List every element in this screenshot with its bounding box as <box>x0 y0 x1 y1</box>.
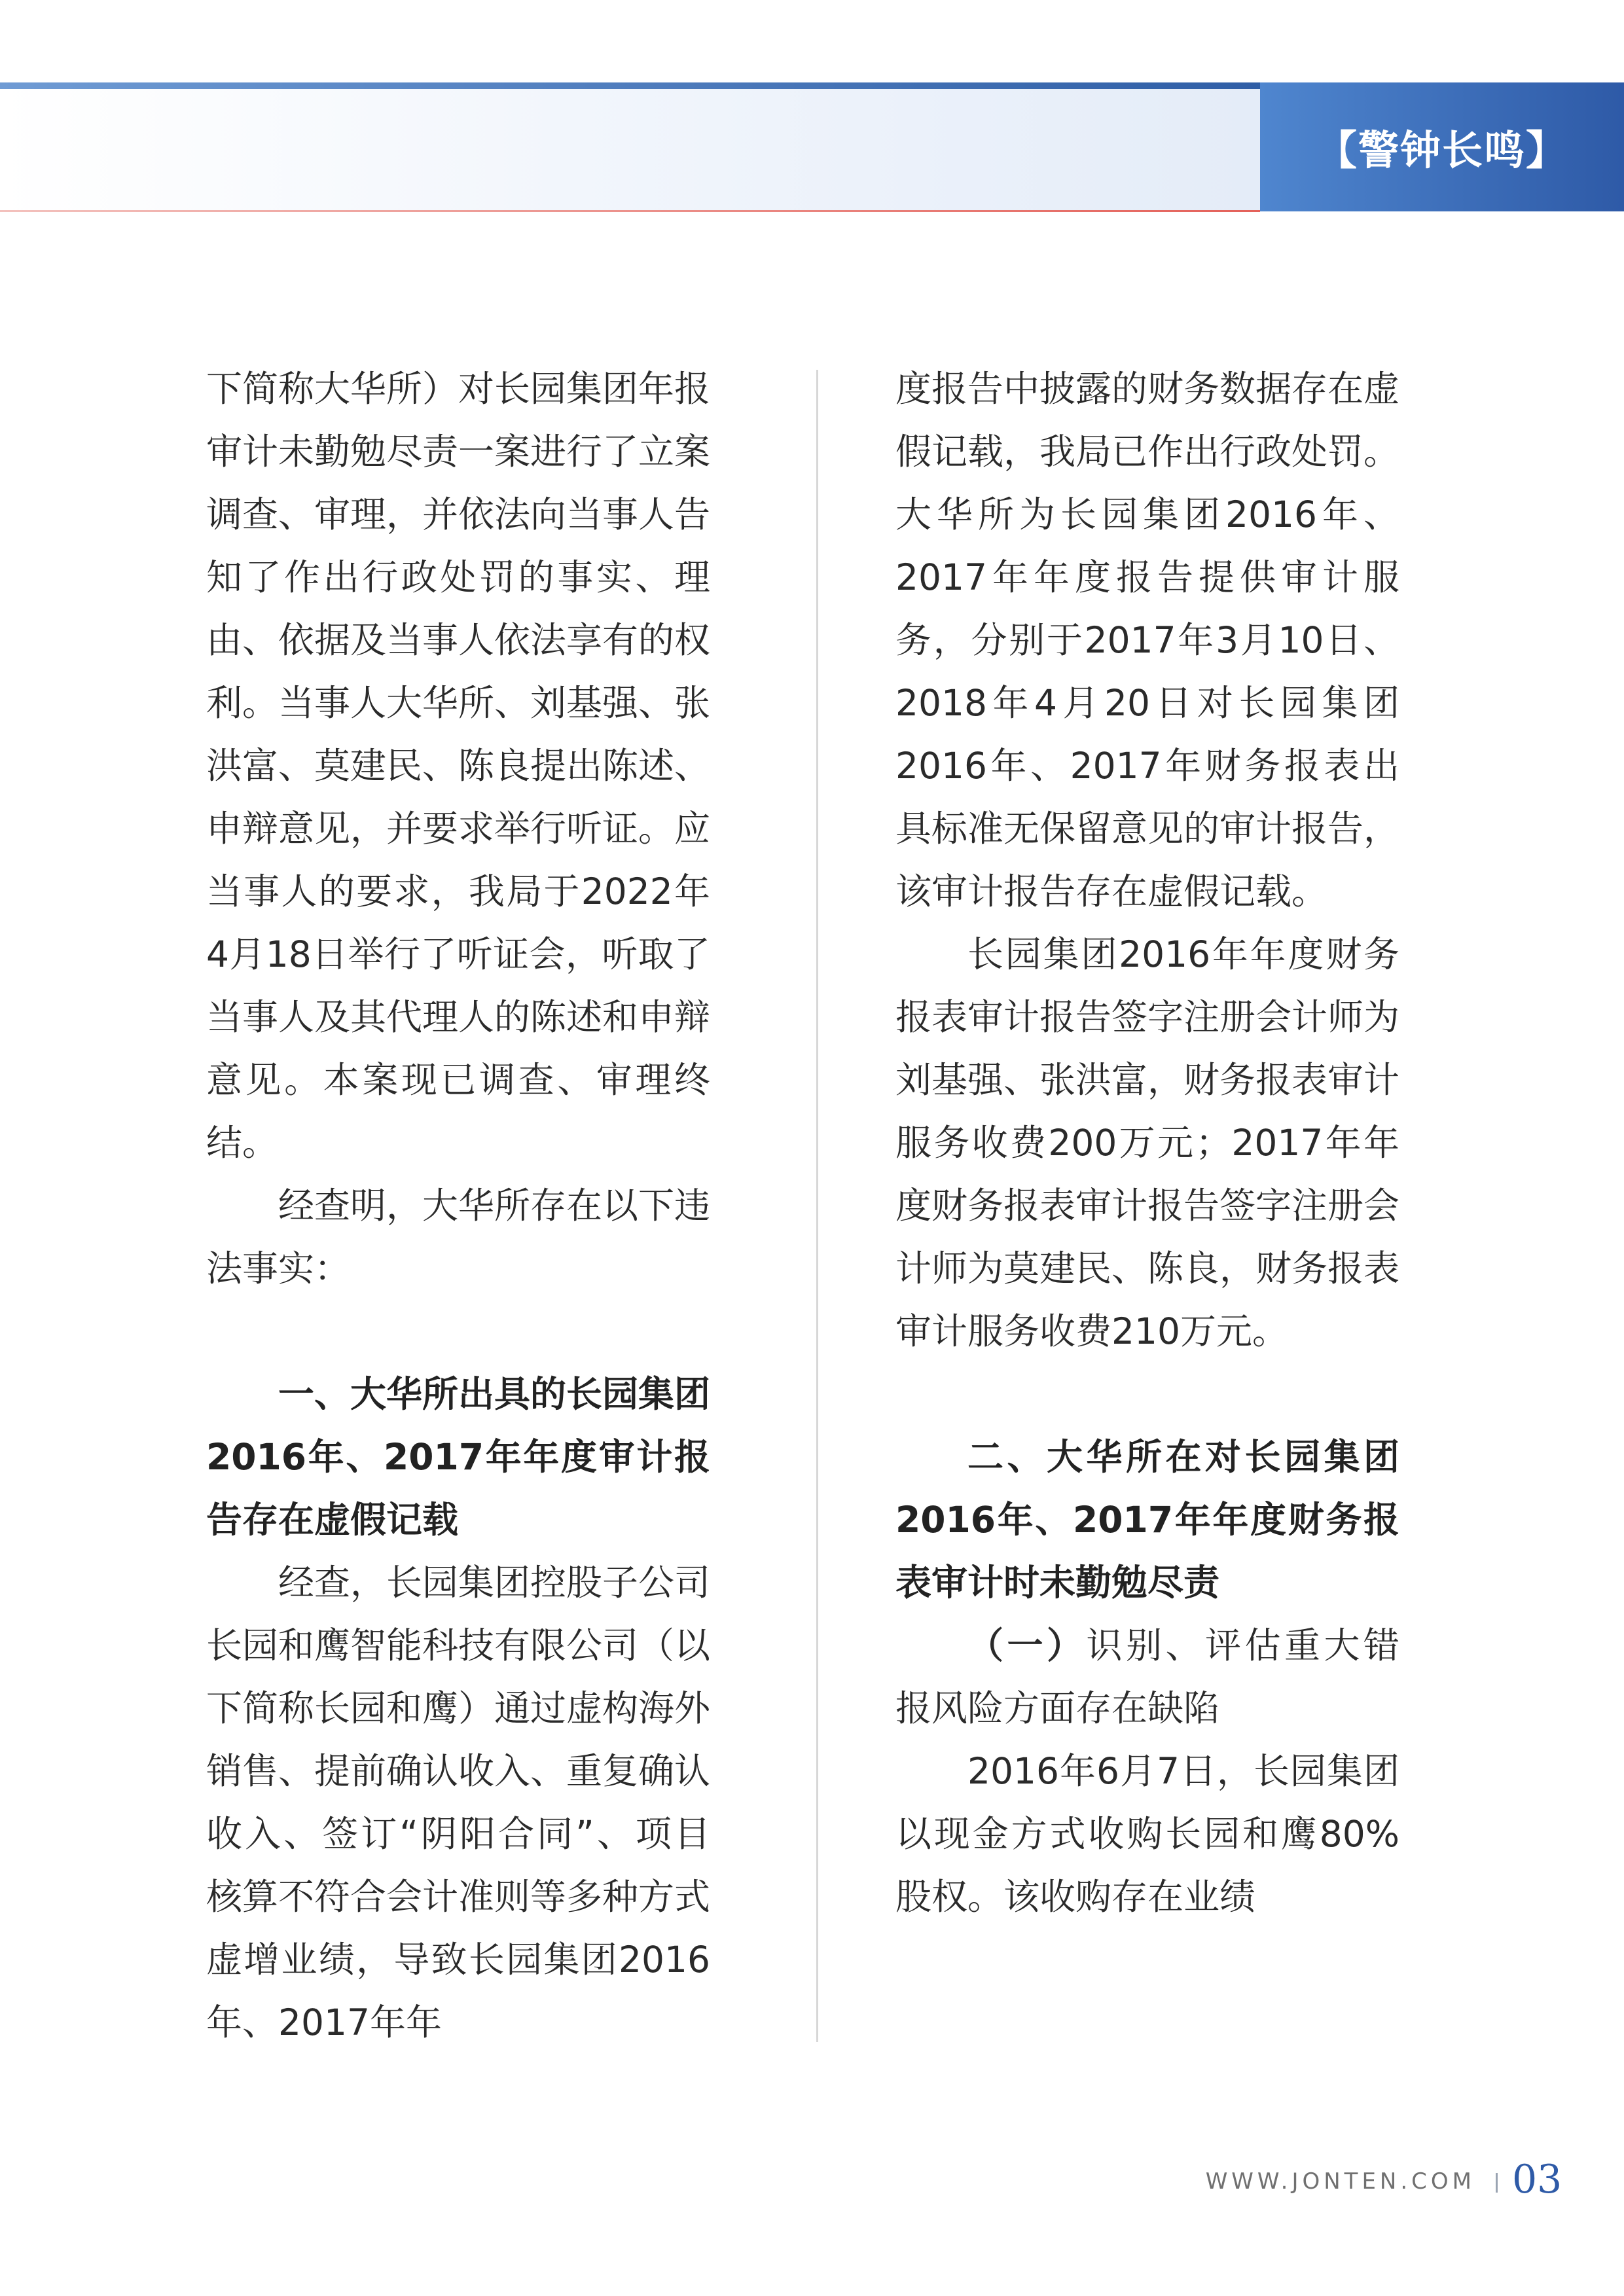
header-top-rule <box>0 82 1260 89</box>
footer-separator <box>1496 2173 1498 2193</box>
section-tag: 【警钟长鸣】 <box>1260 82 1624 211</box>
footer-website: WWW.JONTEN.COM <box>1205 2168 1475 2195</box>
page-number: 03 <box>1512 2157 1562 2202</box>
column-divider <box>816 370 818 2042</box>
left-paragraph-1: 下简称大华所）对长园集团年报审计未勤勉尽责一案进行了立案调查、审理，并依法向当事人告知了作出行政处罚的事实、理由、依据及当事人依法享有的权利。当事人大华所、刘基强、张洪富、莫建民、陈良提出陈述、申辩意见，并要求举行听证。应当事人的要求，我局于2022年4月18日举行了听证会，听取了当事人及其代理人的陈述和申辩意见。本案现已调查、审理终结。 <box>206 368 711 1164</box>
right-paragraph-2: 长园集团2016年年度财务报表审计报告签字注册会计师为刘基强、张洪富，财务报表审计服务收费200万元；2017年年度财务报表审计报告签字注册会计师为莫建民、陈良，财务报表审计服务收费210万元。 <box>895 933 1400 1352</box>
subsection-heading <box>895 1614 1399 1740</box>
right-paragraph-1: 度报告中披露的财务数据存在虚假记载，我局已作出行政处罚。大华所为长园集团2016年、2017年年度报告提供审计服务，分别于2017年3月10日、2018年4月20日对长园集团2016年、2017年财务报表出具标准无保留意见的审计报告，该审计报告存在虚假记载。 <box>895 368 1400 912</box>
section-heading-1: 一、大华所出具的长园集团2016年、2017年年度审计报告存在虚假记载 <box>206 1373 711 1541</box>
left-paragraph-3: 经查，长园集团控股子公司长园和鹰智能科技有限公司（以下简称长园和鹰）通过虚构海外销售、提前确认收入、重复确认收入、签订“阴阳合同”、项目核算不符合会计准则等多种方式虚增业绩，导致长园集团2016年、2017年年 <box>206 1562 711 2043</box>
left-column <box>206 357 710 2054</box>
left-paragraph-2: 经查明，大华所存在以下违法事实： <box>206 1185 711 1289</box>
subsection-label: （一） <box>967 1624 1087 1666</box>
section-heading-2: 二、大华所在对长园集团2016年、2017年年度财务报表审计时未勤勉尽责 <box>895 1436 1399 1604</box>
right-column <box>895 357 1399 1928</box>
subsection-title: 识别、评估重大错报风险方面存在缺陷 <box>895 1624 1399 1729</box>
right-paragraph-3: 2016年6月7日，长园集团以现金方式收购长园和鹰80%股权。该收购存在业绩 <box>895 1750 1399 1918</box>
header-underline <box>0 210 1260 212</box>
header-band <box>0 89 1260 211</box>
